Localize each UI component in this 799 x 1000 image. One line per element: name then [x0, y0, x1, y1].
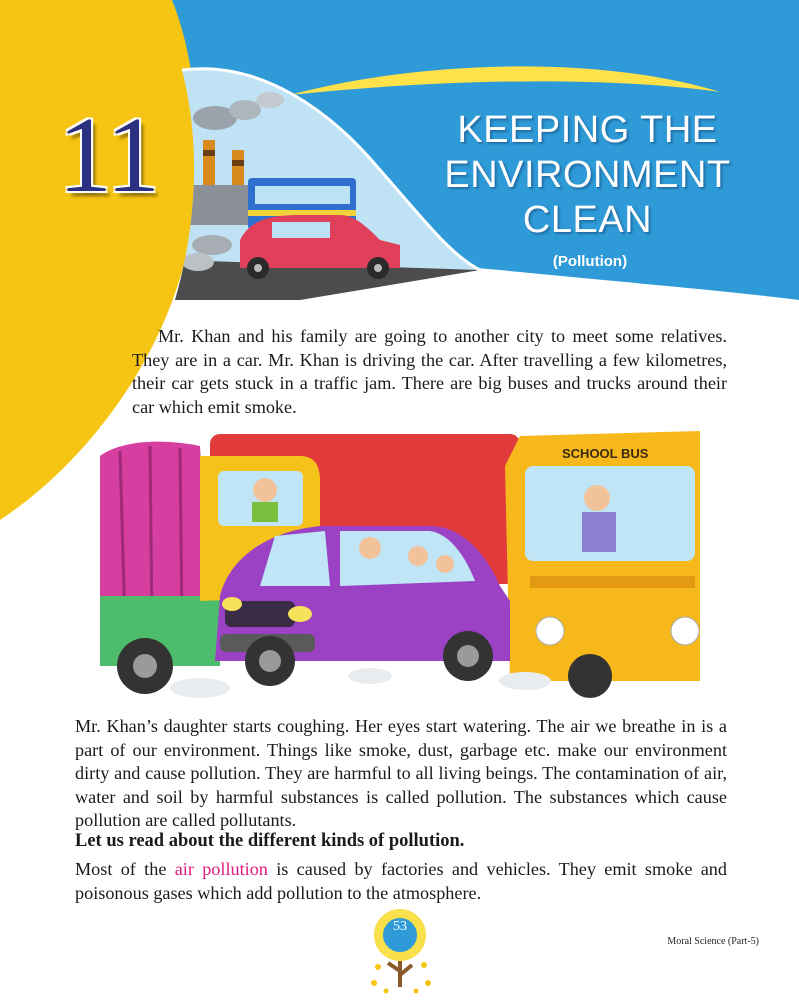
chapter-title-line: ENVIRONMENT [444, 154, 731, 196]
bus-sign: SCHOOL BUS [562, 446, 649, 461]
chapter-title-line: CLEAN [522, 199, 653, 241]
traffic-jam-illustration [100, 426, 700, 702]
chapter-title [410, 108, 765, 243]
highlighted-term: air pollution [174, 859, 268, 879]
text-span: is caused by factories and vehicles. They emit smoke and poisonous gases which add pollution to the atmosphere. [75, 859, 727, 903]
book-title: Moral Science (Part-5) [667, 936, 759, 947]
pollution-paragraph: Mr. Khan’s daughter starts coughing. Her eyes start watering. The air we breathe in is a part of our environment. Things like smoke, dust, garbage etc. make our environment dirty and cause pollution. They are harmful to all living beings. The contamination of air, water and soil by harmful substances is called pollution. The substances which cause pollution are called pollutants. [75, 716, 727, 830]
chapter-subtitle: (Pollution) [552, 253, 628, 270]
chapter-number: 11 [58, 96, 158, 215]
section-heading: Let us read about the different kinds of pollution. [75, 831, 465, 851]
chapter-title-line: KEEPING THE [457, 109, 718, 151]
air-pollution-paragraph [75, 858, 727, 905]
text-span: Most of the [75, 859, 175, 879]
intro-paragraph: Mr. Khan and his family are going to another city to meet some relatives. They are in a car. Mr. Khan is driving the car. After travelling a few kilometres, their car gets stuck in a traffic jam. There are big buses and trucks around their car which emit smoke. [132, 326, 727, 417]
page-number: 53 [393, 919, 407, 934]
